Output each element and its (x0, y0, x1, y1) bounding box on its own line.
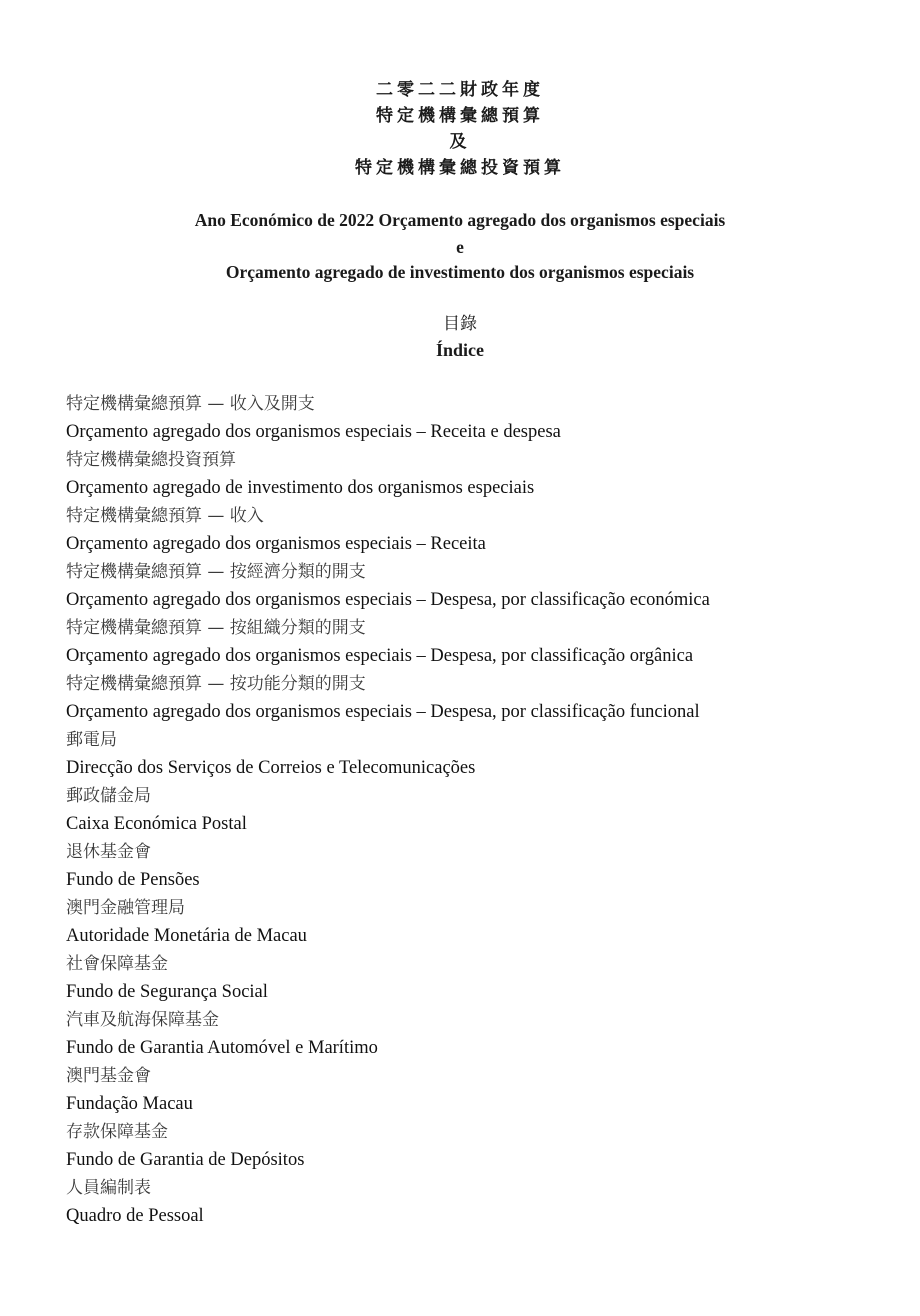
toc-entry (66, 1062, 886, 1118)
toc-entry (66, 782, 886, 838)
index-heading-pt: Índice (435, 340, 484, 360)
title-pt-line-2: e (456, 237, 464, 257)
toc-entry-zh: 郵政儲金局 (66, 786, 151, 806)
toc-entry-pt: Fundo de Segurança Social (66, 982, 268, 1002)
title-pt-line-1: Ano Económico de 2022 Orçamento agregado dos organismos especiais (194, 210, 726, 230)
toc-entry (66, 1006, 886, 1062)
toc-entry-zh: 人員編制表 (66, 1178, 151, 1198)
toc-entry-pt: Quadro de Pessoal (66, 1206, 204, 1226)
index-heading-zh: 目錄 (443, 314, 477, 334)
toc-entry-pt: Orçamento agregado dos organismos especiais – Despesa, por classificação funcional (66, 702, 700, 722)
toc-entry-zh: 存款保障基金 (66, 1122, 168, 1142)
toc-entry-pt: Autoridade Monetária de Macau (66, 926, 307, 946)
toc-entry-pt: Orçamento agregado dos organismos especiais – Despesa, por classificação económica (66, 590, 710, 610)
toc-entry (66, 726, 886, 782)
toc-entry-zh: 特定機構彙總投資預算 (66, 450, 236, 470)
toc-entry-zh: 澳門基金會 (66, 1066, 151, 1086)
toc-entry-pt: Direcção dos Serviços de Correios e Telecomunicações (66, 758, 476, 778)
toc-entry (66, 390, 886, 446)
toc-entry-pt: Orçamento agregado de investimento dos organismos especiais (66, 478, 535, 498)
toc-entry-zh: 特定機構彙總預算 — 按經濟分類的開支 (66, 562, 366, 582)
toc-entry (66, 670, 886, 726)
toc-entry-zh: 特定機構彙總預算 — 按功能分類的開支 (66, 674, 366, 694)
toc-entry (66, 950, 886, 1006)
title-zh-line-4: 特定機構彙總投資預算 (355, 158, 565, 178)
toc-entry-pt: Orçamento agregado dos organismos especiais – Despesa, por classificação orgânica (66, 646, 694, 666)
toc-entry (66, 446, 886, 502)
toc-entry-zh: 社會保障基金 (66, 954, 168, 974)
toc-entry-pt: Fundo de Garantia Automóvel e Marítimo (66, 1038, 378, 1058)
title-zh-line-2: 特定機構彙總預算 (376, 106, 544, 126)
toc-entry (66, 838, 886, 894)
toc-entry (66, 614, 886, 670)
toc-entry-zh: 特定機構彙總預算 — 收入 (66, 506, 264, 526)
toc-entry-zh: 澳門金融管理局 (66, 898, 185, 918)
toc-entry-pt: Caixa Económica Postal (66, 814, 247, 834)
toc-entry (66, 1174, 886, 1230)
toc-entry-zh: 退休基金會 (66, 842, 151, 862)
toc-entry-pt: Fundação Macau (66, 1094, 193, 1114)
toc-entry-zh: 汽車及航海保障基金 (66, 1010, 219, 1030)
title-zh-line-3: 及 (449, 132, 471, 152)
table-of-contents (66, 390, 886, 1230)
toc-entry-pt: Orçamento agregado dos organismos especiais – Receita e despesa (66, 422, 561, 442)
toc-entry-zh: 特定機構彙總預算 — 按組織分類的開支 (66, 618, 366, 638)
toc-entry (66, 558, 886, 614)
toc-entry (66, 1118, 886, 1174)
title-zh-line-1: 二零二二財政年度 (376, 80, 544, 100)
toc-entry-pt: Fundo de Pensões (66, 870, 200, 890)
toc-entry-zh: 特定機構彙總預算 — 收入及開支 (66, 394, 315, 414)
title-pt-line-3: Orçamento agregado de investimento dos organismos especiais (225, 262, 695, 282)
toc-entry-zh: 郵電局 (66, 730, 117, 750)
toc-entry-pt: Orçamento agregado dos organismos especiais – Receita (66, 534, 486, 554)
toc-entry (66, 894, 886, 950)
toc-entry (66, 502, 886, 558)
toc-entry-pt: Fundo de Garantia de Depósitos (66, 1150, 305, 1170)
